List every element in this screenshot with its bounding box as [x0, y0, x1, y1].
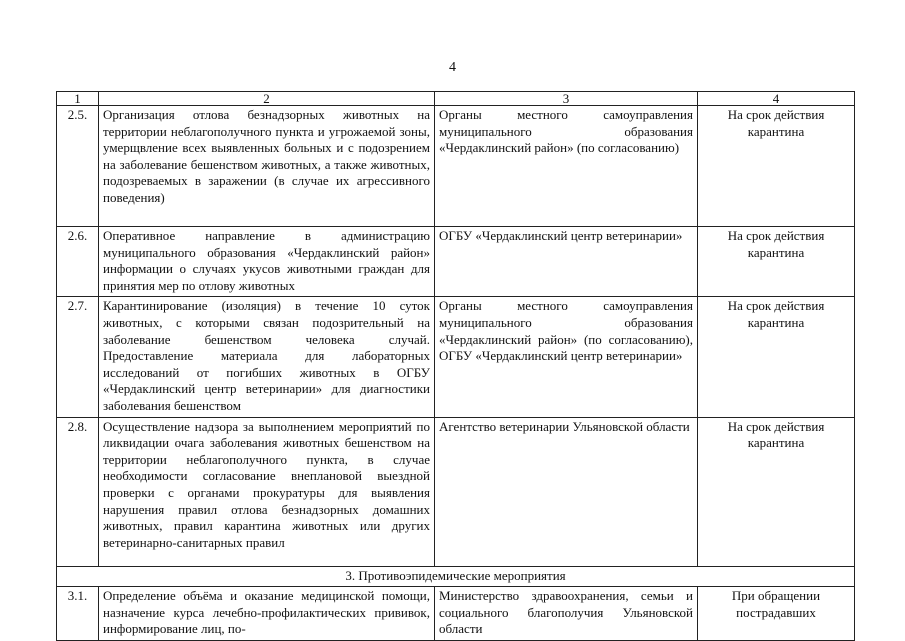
row-number: 2.5. [57, 106, 99, 227]
row-term: При обращении пострадавших [698, 587, 855, 641]
row-responsible: Агентство ветеринарии Ульяновской области [435, 417, 698, 566]
row-number: 2.8. [57, 417, 99, 566]
row-action: Оперативное направление в администрацию муниципального образования «Чердаклинский район» информации о случаях укусов животными граждан для принятия мер по отлову животных [99, 227, 435, 297]
row-responsible: ОГБУ «Чердаклинский центр ветеринарии» [435, 227, 698, 297]
row-term: На срок действия карантина [698, 417, 855, 566]
table-header-row [57, 92, 855, 106]
page-number: 4 [449, 60, 456, 75]
table-row [57, 106, 855, 227]
column-header-number: 1 [57, 92, 99, 106]
row-number: 3.1. [57, 587, 99, 641]
row-term: На срок действия карантина [698, 227, 855, 297]
column-header-term: 4 [698, 92, 855, 106]
column-header-responsible: 3 [435, 92, 698, 106]
row-responsible: Органы местного самоуправления муниципального образования «Чердаклинский район» (по согласованию) [435, 106, 698, 227]
row-action: Определение объёма и оказание медицинской помощи, назначение курса лечебно-профилактических прививок, информирование лиц, по- [99, 587, 435, 641]
section-row [57, 566, 855, 587]
row-action: Карантинирование (изоляция) в течение 10 суток животных, с которыми связан подозрительный на заболевание бешенством человека случай. Предоставление материала для лабораторных исследований от погибших животных в ОГБУ «Чердаклинский центр ветеринарии» для диагностики заболевания бешенством [99, 297, 435, 417]
section-title: 3. Противоэпидемические мероприятия [57, 566, 855, 587]
table-row [57, 587, 855, 641]
row-responsible: Органы местного самоуправления муниципального образования «Чердаклинский район» (по согласованию), ОГБУ «Чердаклинский центр ветеринарии» [435, 297, 698, 417]
measures-table [56, 91, 855, 641]
row-action: Организация отлова безнадзорных животных на территории неблагополучного пункта и угрожаемой зоны, умерщвление всех выявленных больных и с подозрением на заболевание бешенством животных, а также животных, подозреваемых в заражении (в случае их агрессивного поведения) [99, 106, 435, 227]
row-number: 2.6. [57, 227, 99, 297]
table-row [57, 297, 855, 417]
table-row [57, 227, 855, 297]
row-action: Осуществление надзора за выполнением мероприятий по ликвидации очага заболевания животных бешенством на территории неблагополучного пункта, в случае необходимости согласование внеплановой выездной проверки с органами прокуратуры для выявления нарушения правил отлова безнадзорных домашних животных, правил карантина животных или других ветеринарно-санитарных правил [99, 417, 435, 566]
column-header-action: 2 [99, 92, 435, 106]
row-number: 2.7. [57, 297, 99, 417]
row-responsible: Министерство здравоохранения, семьи и социального благополучия Ульяновской области [435, 587, 698, 641]
row-term: На срок действия карантина [698, 106, 855, 227]
table-row [57, 417, 855, 566]
row-term: На срок действия карантина [698, 297, 855, 417]
